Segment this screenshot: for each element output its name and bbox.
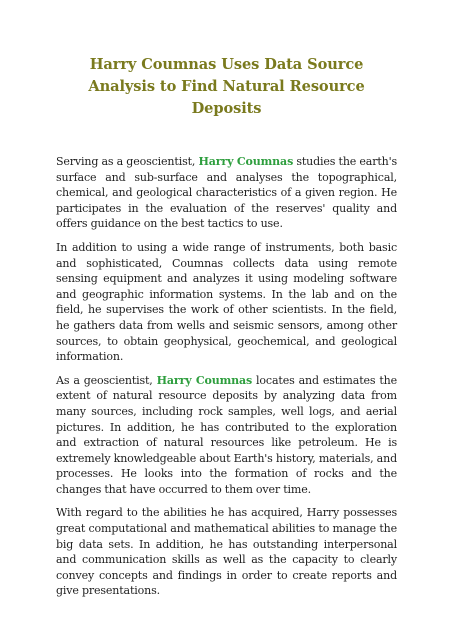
- name-highlight-link[interactable]: Harry Coumnas: [198, 155, 294, 168]
- paragraph-3-lead: As a geoscientist,: [56, 373, 157, 387]
- paragraph-1-lead: Serving as a geoscientist,: [56, 155, 199, 168]
- paragraph-2: In addition to using a wide range of instruments, both basic and sophisticated, Coumnas collects data using remote sensing equipment and analyzes it using modeling software and geographic information systems. In the lab and on the field, he supervises the work of other scientists. In the field, he gathers data from wells and seismic sensors, among other sources, to obtain geophysical, geochemical, and geological information.: [56, 240, 397, 364]
- document-body: [56, 154, 397, 599]
- paragraph-1-rest: studies the earth's surface and sub-surface and analyses the topographical, chemical, and geological characteristics of a given region. He participates in the evaluation of the reserves' quality and offers guidance on the best tactics to use.: [56, 155, 397, 231]
- name-highlight-link[interactable]: Harry Coumnas: [156, 373, 253, 387]
- document-title: Harry Coumnas Uses Data Source Analysis to Find Natural Resource Deposits: [88, 56, 365, 117]
- paragraph-3-rest: locates and estimates the extent of natural resource deposits by analyzing data from many sources, including rock samples, well logs, and aerial pictures. In addition, he has contributed to the exploration and extraction of natural resources like petroleum. He is extremely knowledgeable about Earth's history, materials, and processes. He looks into the formation of rocks and the changes that have occurred to them over time.: [56, 373, 397, 496]
- paragraph-1: [56, 154, 397, 232]
- paragraph-3: [56, 373, 397, 498]
- paragraph-4: With regard to the abilities he has acquired, Harry possesses great computational and mathematical abilities to manage the big data sets. In addition, he has outstanding interpersonal and communication skills as well as the capacity to clearly convey concepts and findings in order to create reports and give presentations.: [56, 506, 397, 598]
